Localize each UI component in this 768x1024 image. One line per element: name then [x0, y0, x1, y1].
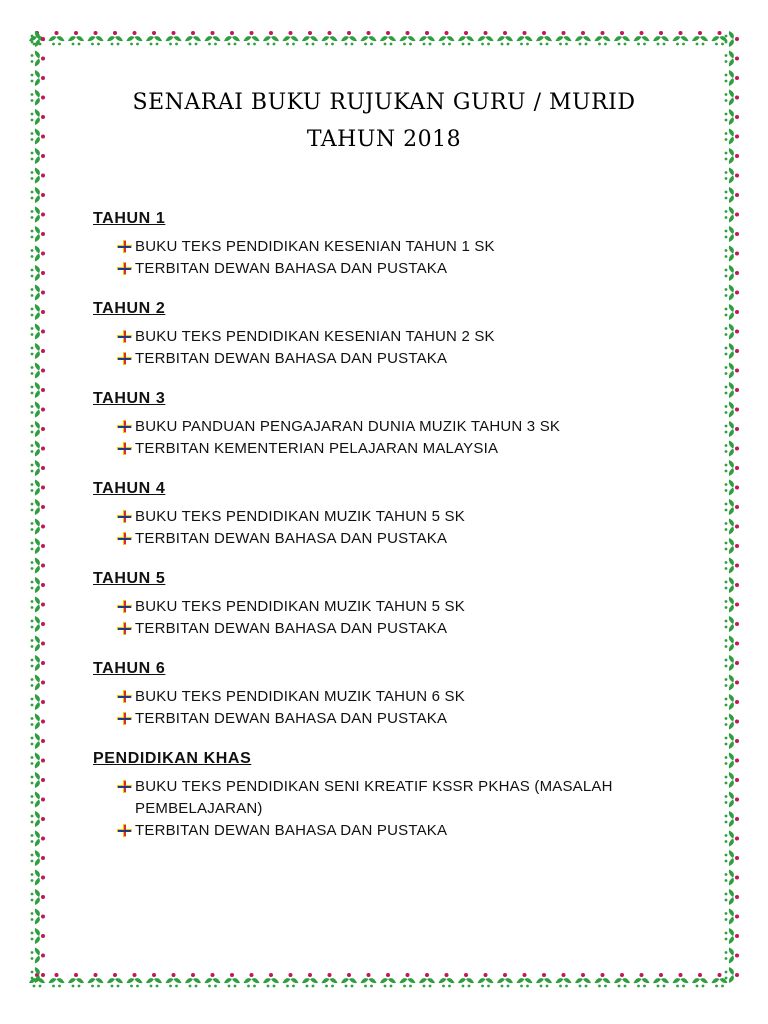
list-item: [115, 236, 693, 258]
holly-border-top: [26, 28, 742, 50]
holly-leaf-icon: [31, 772, 45, 788]
item-list: [115, 416, 693, 460]
item-text: BUKU TEKS PENDIDIKAN KESENIAN TAHUN 1 SK: [135, 238, 495, 255]
holly-leaf-icon: [185, 31, 201, 45]
holly-border-right: [720, 28, 742, 992]
holly-leaf-icon: [653, 31, 669, 45]
holly-leaf-icon: [263, 31, 279, 45]
holly-leaf-icon: [725, 519, 739, 535]
holly-leaf-icon: [725, 382, 739, 398]
item-list: [115, 776, 693, 842]
holly-leaf-icon: [458, 31, 474, 45]
holly-leaf-icon: [31, 889, 45, 905]
plus-bullet-icon: [115, 596, 135, 618]
holly-leaf-icon: [634, 31, 650, 45]
holly-leaf-icon: [283, 973, 299, 987]
holly-leaf-icon: [31, 265, 45, 281]
holly-leaf-icon: [725, 421, 739, 437]
list-item: [115, 776, 693, 820]
holly-leaf-icon: [725, 792, 739, 808]
plus-bullet-icon: [115, 348, 135, 370]
holly-leaf-icon: [244, 31, 260, 45]
holly-leaf-icon: [127, 973, 143, 987]
holly-leaf-icon: [725, 753, 739, 769]
holly-leaf-icon: [725, 109, 739, 125]
list-item: [115, 326, 693, 348]
holly-leaf-icon: [439, 973, 455, 987]
holly-leaf-icon: [673, 31, 689, 45]
holly-leaf-icon: [725, 675, 739, 691]
holly-leaf-icon: [31, 616, 45, 632]
holly-leaf-icon: [712, 973, 728, 987]
holly-leaf-icon: [31, 558, 45, 574]
holly-leaf-icon: [725, 90, 739, 106]
holly-leaf-icon: [31, 109, 45, 125]
holly-leaf-icon: [725, 187, 739, 203]
section-heading: PENDIDIKAN KHAS: [93, 750, 252, 767]
holly-leaf-icon: [31, 499, 45, 515]
holly-leaf-icon: [31, 909, 45, 925]
holly-leaf-icon: [31, 90, 45, 106]
holly-leaf-icon: [725, 168, 739, 184]
holly-leaf-icon: [725, 265, 739, 281]
holly-leaf-icon: [31, 168, 45, 184]
item-list: [115, 506, 693, 550]
item-text: BUKU TEKS PENDIDIKAN KESENIAN TAHUN 2 SK: [135, 328, 495, 345]
holly-leaf-icon: [224, 973, 240, 987]
holly-leaf-icon: [725, 129, 739, 145]
holly-leaf-icon: [725, 733, 739, 749]
holly-leaf-icon: [31, 733, 45, 749]
holly-leaf-icon: [725, 636, 739, 652]
holly-leaf-icon: [725, 148, 739, 164]
holly-leaf-icon: [361, 973, 377, 987]
section-pendidikan-khas: [93, 748, 693, 842]
holly-leaf-icon: [49, 31, 65, 45]
holly-leaf-icon: [88, 31, 104, 45]
holly-leaf-icon: [575, 973, 591, 987]
holly-leaf-icon: [302, 31, 318, 45]
list-item: [115, 596, 693, 618]
holly-leaf-icon: [478, 973, 494, 987]
item-text: TERBITAN DEWAN BAHASA DAN PUSTAKA: [135, 350, 448, 367]
holly-leaf-icon: [556, 973, 572, 987]
section-heading: TAHUN 4: [93, 480, 166, 497]
holly-leaf-icon: [31, 928, 45, 944]
holly-leaf-icon: [68, 973, 84, 987]
holly-leaf-icon: [341, 973, 357, 987]
holly-leaf-icon: [478, 31, 494, 45]
document-subtitle: TAHUN 2018: [306, 127, 462, 152]
holly-leaf-icon: [31, 148, 45, 164]
holly-leaf-icon: [725, 928, 739, 944]
list-item: [115, 258, 693, 280]
holly-leaf-icon: [725, 31, 739, 47]
holly-leaf-icon: [725, 499, 739, 515]
document-title: SENARAI BUKU RUJUKAN GURU / MURID: [132, 90, 636, 115]
holly-leaf-icon: [725, 460, 739, 476]
section-heading: TAHUN 3: [93, 390, 166, 407]
holly-leaf-icon: [146, 31, 162, 45]
holly-leaf-icon: [31, 304, 45, 320]
holly-leaf-icon: [458, 973, 474, 987]
holly-leaf-icon: [725, 70, 739, 86]
item-text: TERBITAN DEWAN BAHASA DAN PUSTAKA: [135, 530, 448, 547]
list-item: [115, 438, 693, 460]
holly-leaf-icon: [31, 636, 45, 652]
holly-leaf-icon: [595, 31, 611, 45]
item-list: [115, 236, 693, 280]
item-text: TERBITAN DEWAN BAHASA DAN PUSTAKA: [135, 620, 448, 637]
holly-leaf-icon: [107, 31, 123, 45]
holly-leaf-icon: [31, 285, 45, 301]
holly-leaf-icon: [725, 558, 739, 574]
holly-leaf-icon: [31, 70, 45, 86]
item-list: [115, 596, 693, 640]
holly-leaf-icon: [31, 948, 45, 964]
plus-bullet-icon: [115, 326, 135, 348]
holly-leaf-icon: [31, 402, 45, 418]
holly-leaf-icon: [29, 973, 45, 987]
list-item: [115, 528, 693, 550]
holly-leaf-icon: [49, 973, 65, 987]
holly-leaf-icon: [725, 51, 739, 67]
section-heading: TAHUN 6: [93, 660, 166, 677]
holly-leaf-icon: [692, 973, 708, 987]
holly-leaf-icon: [127, 31, 143, 45]
holly-leaf-icon: [283, 31, 299, 45]
item-text: TERBITAN KEMENTERIAN PELAJARAN MALAYSIA: [135, 440, 499, 457]
holly-leaf-icon: [31, 967, 45, 983]
holly-leaf-icon: [107, 973, 123, 987]
plus-bullet-icon: [115, 618, 135, 640]
holly-leaf-icon: [517, 973, 533, 987]
holly-leaf-icon: [205, 973, 221, 987]
holly-leaf-icon: [31, 460, 45, 476]
holly-leaf-icon: [31, 441, 45, 457]
holly-leaf-icon: [31, 831, 45, 847]
holly-leaf-icon: [31, 246, 45, 262]
plus-bullet-icon: [115, 416, 135, 438]
holly-leaf-icon: [31, 187, 45, 203]
holly-leaf-icon: [725, 324, 739, 340]
holly-leaf-icon: [497, 973, 513, 987]
holly-leaf-icon: [725, 948, 739, 964]
holly-leaf-icon: [185, 973, 201, 987]
reference-list: [93, 208, 693, 842]
holly-leaf-icon: [205, 31, 221, 45]
holly-leaf-icon: [419, 31, 435, 45]
holly-leaf-icon: [725, 363, 739, 379]
item-text: BUKU TEKS PENDIDIKAN SENI KREATIF KSSR PKHAS (MASALAH PEMBELAJARAN): [135, 778, 613, 817]
holly-leaf-icon: [725, 402, 739, 418]
holly-border-left: [26, 28, 48, 992]
holly-leaf-icon: [725, 850, 739, 866]
holly-leaf-icon: [322, 973, 338, 987]
holly-leaf-icon: [595, 973, 611, 987]
holly-leaf-icon: [31, 597, 45, 613]
holly-leaf-icon: [725, 694, 739, 710]
holly-leaf-icon: [31, 421, 45, 437]
list-item: [115, 686, 693, 708]
holly-leaf-icon: [31, 655, 45, 671]
holly-leaf-icon: [725, 909, 739, 925]
holly-leaf-icon: [725, 226, 739, 242]
holly-leaf-icon: [556, 31, 572, 45]
holly-leaf-icon: [302, 973, 318, 987]
holly-leaf-icon: [31, 792, 45, 808]
list-item: [115, 348, 693, 370]
section-tahun-4: [93, 478, 693, 568]
holly-leaf-icon: [575, 31, 591, 45]
plus-bullet-icon: [115, 438, 135, 460]
list-item: [115, 820, 693, 842]
holly-leaf-icon: [725, 597, 739, 613]
holly-leaf-icon: [31, 207, 45, 223]
holly-leaf-icon: [725, 831, 739, 847]
section-heading: TAHUN 2: [93, 300, 166, 317]
holly-leaf-icon: [31, 675, 45, 691]
holly-leaf-icon: [31, 480, 45, 496]
list-item: [115, 416, 693, 438]
holly-leaf-icon: [341, 31, 357, 45]
holly-leaf-icon: [244, 973, 260, 987]
section-heading: TAHUN 5: [93, 570, 166, 587]
holly-leaf-icon: [68, 31, 84, 45]
holly-leaf-icon: [673, 973, 689, 987]
plus-bullet-icon: [115, 686, 135, 708]
holly-leaf-icon: [725, 304, 739, 320]
holly-leaf-icon: [614, 973, 630, 987]
holly-leaf-icon: [31, 129, 45, 145]
section-heading: TAHUN 1: [93, 210, 166, 227]
holly-leaf-icon: [31, 753, 45, 769]
holly-leaf-icon: [653, 973, 669, 987]
holly-leaf-icon: [166, 973, 182, 987]
holly-leaf-icon: [31, 538, 45, 554]
holly-leaf-icon: [497, 31, 513, 45]
holly-leaf-icon: [725, 577, 739, 593]
holly-leaf-icon: [725, 967, 739, 983]
holly-leaf-icon: [146, 973, 162, 987]
section-tahun-5: [93, 568, 693, 658]
list-item: [115, 506, 693, 528]
holly-leaf-icon: [31, 382, 45, 398]
holly-leaf-icon: [725, 441, 739, 457]
holly-leaf-icon: [725, 246, 739, 262]
holly-leaf-icon: [380, 31, 396, 45]
holly-leaf-icon: [725, 616, 739, 632]
holly-leaf-icon: [400, 31, 416, 45]
item-text: BUKU TEKS PENDIDIKAN MUZIK TAHUN 5 SK: [135, 598, 465, 615]
holly-leaf-icon: [517, 31, 533, 45]
item-text: TERBITAN DEWAN BAHASA DAN PUSTAKA: [135, 260, 448, 277]
holly-leaf-icon: [439, 31, 455, 45]
holly-leaf-icon: [224, 31, 240, 45]
holly-leaf-icon: [380, 973, 396, 987]
holly-leaf-icon: [322, 31, 338, 45]
item-text: TERBITAN DEWAN BAHASA DAN PUSTAKA: [135, 822, 448, 839]
holly-leaf-icon: [31, 870, 45, 886]
holly-leaf-icon: [31, 694, 45, 710]
holly-leaf-icon: [31, 51, 45, 67]
holly-leaf-icon: [536, 31, 552, 45]
holly-leaf-icon: [31, 519, 45, 535]
item-list: [115, 686, 693, 730]
holly-leaf-icon: [725, 811, 739, 827]
holly-leaf-icon: [400, 973, 416, 987]
plus-bullet-icon: [115, 236, 135, 258]
holly-leaf-icon: [725, 714, 739, 730]
section-tahun-2: [93, 298, 693, 388]
holly-leaf-icon: [31, 343, 45, 359]
holly-border-bottom: [26, 970, 742, 992]
plus-bullet-icon: [115, 258, 135, 280]
holly-leaf-icon: [712, 31, 728, 45]
holly-leaf-icon: [692, 31, 708, 45]
holly-leaf-icon: [31, 363, 45, 379]
holly-leaf-icon: [31, 811, 45, 827]
holly-leaf-icon: [725, 343, 739, 359]
item-text: TERBITAN DEWAN BAHASA DAN PUSTAKA: [135, 710, 448, 727]
holly-leaf-icon: [725, 655, 739, 671]
holly-leaf-icon: [725, 207, 739, 223]
holly-leaf-icon: [725, 772, 739, 788]
list-item: [115, 618, 693, 640]
plus-bullet-icon: [115, 776, 135, 798]
holly-leaf-icon: [31, 31, 45, 47]
section-tahun-1: [93, 208, 693, 298]
holly-leaf-icon: [31, 850, 45, 866]
holly-leaf-icon: [361, 31, 377, 45]
holly-leaf-icon: [31, 226, 45, 242]
item-list: [115, 326, 693, 370]
holly-leaf-icon: [166, 31, 182, 45]
plus-bullet-icon: [115, 708, 135, 730]
plus-bullet-icon: [115, 528, 135, 550]
holly-leaf-icon: [614, 31, 630, 45]
holly-leaf-icon: [725, 889, 739, 905]
holly-leaf-icon: [29, 31, 45, 45]
plus-bullet-icon: [115, 820, 135, 842]
holly-leaf-icon: [31, 577, 45, 593]
holly-leaf-icon: [725, 870, 739, 886]
holly-leaf-icon: [31, 324, 45, 340]
holly-leaf-icon: [634, 973, 650, 987]
holly-leaf-icon: [88, 973, 104, 987]
holly-leaf-icon: [263, 973, 279, 987]
holly-leaf-icon: [725, 538, 739, 554]
holly-leaf-icon: [725, 480, 739, 496]
holly-leaf-icon: [419, 973, 435, 987]
section-tahun-6: [93, 658, 693, 748]
holly-leaf-icon: [725, 285, 739, 301]
section-tahun-3: [93, 388, 693, 478]
item-text: BUKU PANDUAN PENGAJARAN DUNIA MUZIK TAHUN 3 SK: [135, 418, 561, 435]
holly-leaf-icon: [31, 714, 45, 730]
item-text: BUKU TEKS PENDIDIKAN MUZIK TAHUN 6 SK: [135, 688, 465, 705]
item-text: BUKU TEKS PENDIDIKAN MUZIK TAHUN 5 SK: [135, 508, 465, 525]
holly-leaf-icon: [536, 973, 552, 987]
list-item: [115, 708, 693, 730]
plus-bullet-icon: [115, 506, 135, 528]
